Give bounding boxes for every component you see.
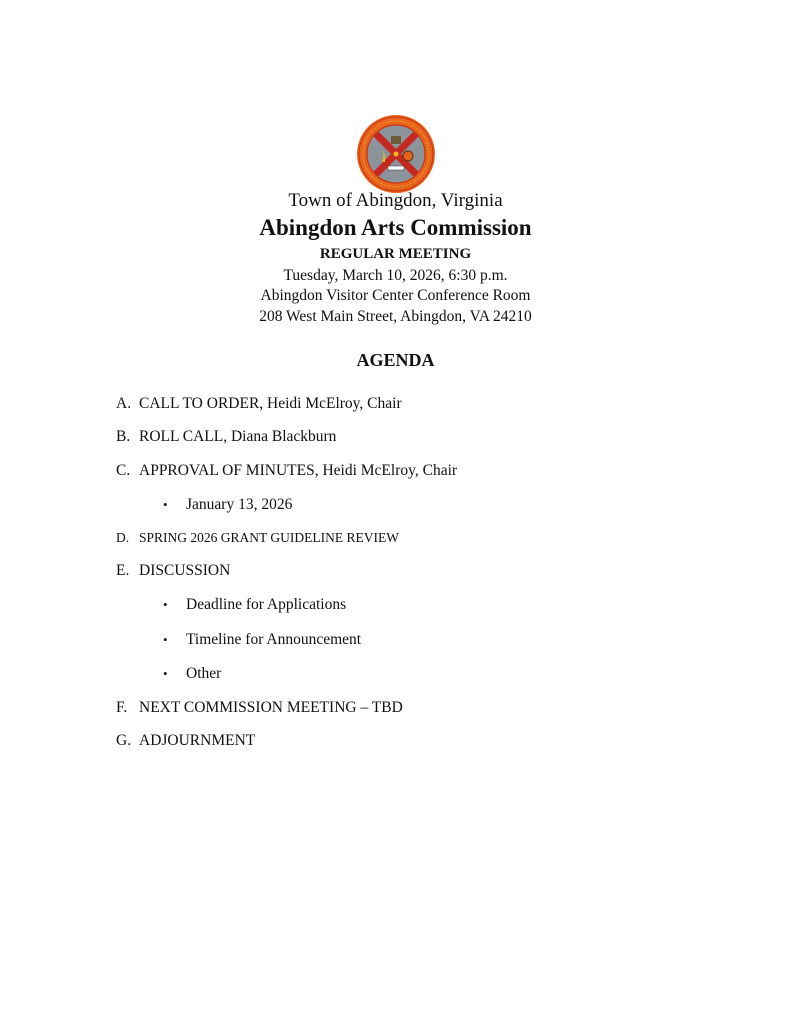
agenda-item-text: NEXT COMMISSION MEETING – TBD bbox=[139, 699, 403, 716]
agenda-bullet bbox=[163, 496, 292, 514]
agenda-bullet bbox=[163, 631, 361, 649]
agenda-bullet-text: Deadline for Applications bbox=[186, 596, 347, 613]
agenda-item-letter: B. bbox=[116, 428, 131, 445]
agenda-item-text: APPROVAL OF MINUTES, Heidi McElroy, Chair bbox=[139, 462, 458, 479]
agenda-item-text: DISCUSSION bbox=[139, 562, 231, 579]
agenda-item-g bbox=[116, 732, 255, 750]
meeting-date: Tuesday, March 10, 2026, 6:30 p.m. bbox=[283, 267, 508, 284]
agenda-bullet-text: Timeline for Announcement bbox=[186, 631, 362, 648]
agenda-item-letter: F. bbox=[116, 699, 128, 716]
agenda-item-letter: E. bbox=[116, 562, 130, 579]
agenda-bullet-text: Other bbox=[186, 665, 222, 682]
agenda-item-letter: C. bbox=[116, 462, 131, 479]
agenda-bullet bbox=[163, 596, 346, 614]
agenda-item-letter: G. bbox=[116, 732, 132, 749]
agenda-item-a bbox=[116, 395, 402, 413]
town-name: Town of Abingdon, Virginia bbox=[288, 190, 503, 211]
agenda-item-text: SPRING 2026 GRANT GUIDELINE REVIEW bbox=[139, 530, 399, 545]
agenda-item-text: CALL TO ORDER, Heidi McElroy, Chair bbox=[139, 395, 402, 412]
agenda-item-letter: D. bbox=[116, 530, 130, 545]
meeting-address: 208 West Main Street, Abingdon, VA 24210 bbox=[259, 308, 532, 325]
agenda-title: AGENDA bbox=[356, 350, 435, 370]
agenda-item-b bbox=[116, 428, 336, 446]
meeting-venue: Abingdon Visitor Center Conference Room bbox=[260, 287, 531, 304]
agenda-bullet bbox=[163, 665, 221, 683]
agenda-item-f bbox=[116, 699, 403, 717]
bullet-glyph: • bbox=[163, 666, 168, 681]
agenda-item-text: ADJOURNMENT bbox=[139, 732, 256, 749]
bullet-glyph: • bbox=[163, 497, 168, 512]
bullet-glyph: • bbox=[163, 597, 168, 612]
agenda-item-text: ROLL CALL, Diana Blackburn bbox=[139, 428, 337, 445]
meeting-type: REGULAR MEETING bbox=[319, 246, 472, 262]
agenda-item-d bbox=[116, 530, 399, 546]
agenda-item-e bbox=[116, 562, 230, 580]
agenda-item-letter: A. bbox=[116, 395, 132, 412]
agenda-bullet-text: January 13, 2026 bbox=[186, 496, 293, 513]
agenda-item-c bbox=[116, 462, 457, 480]
bullet-glyph: • bbox=[163, 632, 168, 647]
commission-title: Abingdon Arts Commission bbox=[259, 215, 532, 240]
town-seal-icon bbox=[356, 114, 436, 194]
